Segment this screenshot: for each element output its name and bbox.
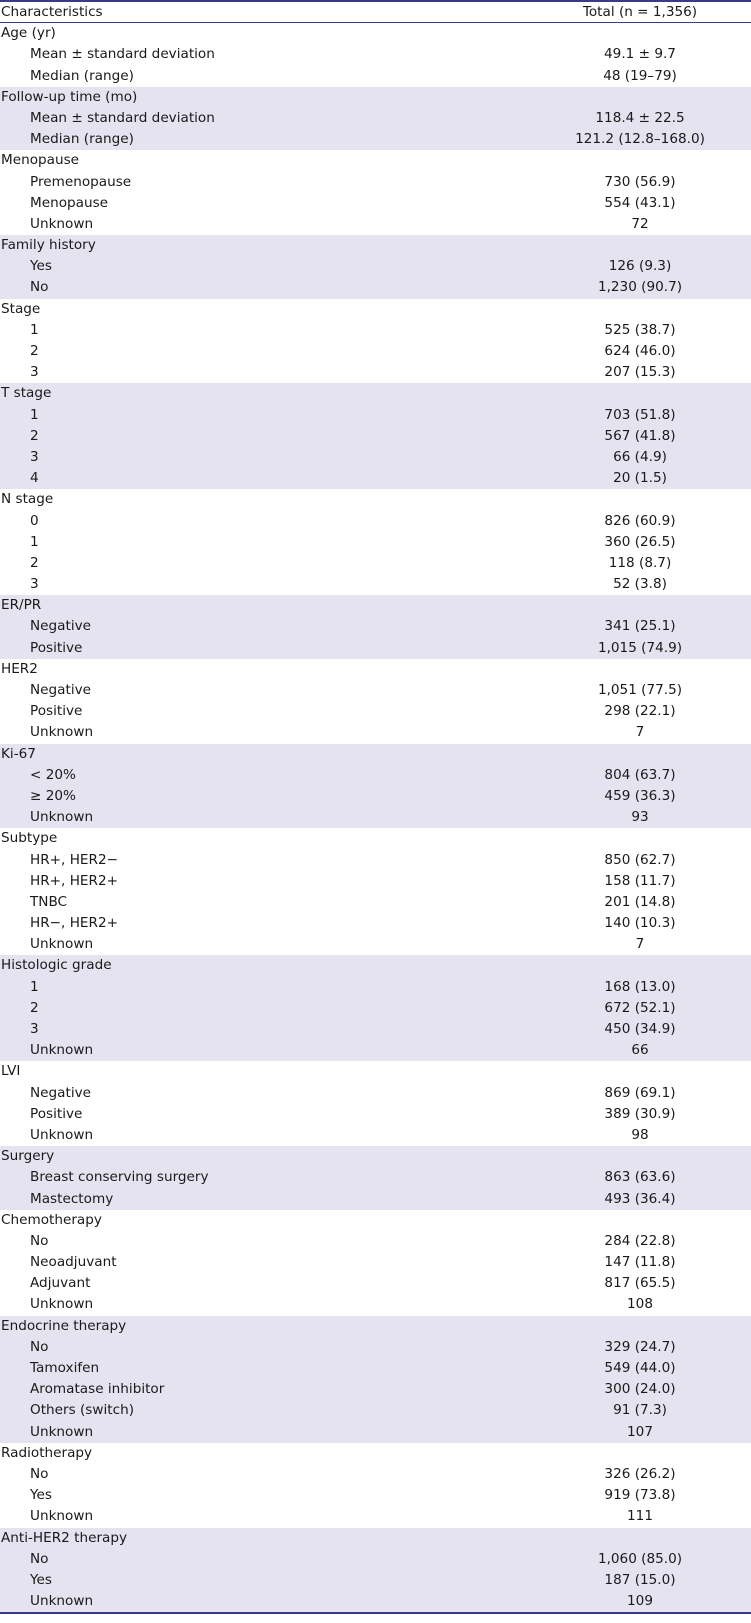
row-label: HR+, HER2−	[30, 851, 118, 868]
row-value: 140 (10.3)	[604, 915, 676, 932]
row-value: 624 (46.0)	[604, 343, 676, 359]
row-label: Aromatase inhibitor	[30, 1381, 165, 1398]
row-value: 49.1 ± 9.7	[604, 46, 676, 63]
group-row	[0, 489, 751, 510]
group-row	[0, 150, 751, 171]
row-value: 52 (3.8)	[613, 576, 667, 593]
row-label: Unknown	[30, 1126, 94, 1143]
row-label: 1	[30, 321, 39, 338]
row-value: 817 (65.5)	[604, 1275, 676, 1292]
row-label: Median (range)	[30, 131, 134, 148]
table-row	[0, 616, 751, 637]
row-label: Yes	[30, 1571, 52, 1588]
table-row	[0, 1337, 751, 1358]
row-value: 20 (1.5)	[613, 470, 667, 487]
table-row	[0, 1485, 751, 1506]
table-row	[0, 807, 751, 828]
row-value: 108	[627, 1296, 653, 1313]
row-label: 3	[30, 448, 39, 465]
table-row	[0, 1549, 751, 1570]
group-row	[0, 87, 751, 108]
row-label: Yes	[30, 1487, 52, 1504]
row-label: No	[30, 1465, 49, 1482]
table-row	[0, 913, 751, 934]
row-label: 1	[30, 978, 39, 995]
group-row	[0, 1316, 751, 1337]
row-value: 826 (60.9)	[604, 512, 676, 529]
table-row	[0, 722, 751, 743]
table-row	[0, 129, 751, 150]
row-value: 118.4 ± 22.5	[595, 109, 685, 126]
row-value: 284 (22.8)	[604, 1232, 676, 1249]
row-value: 121.2 (12.8–168.0)	[575, 131, 705, 148]
row-label: Unknown	[30, 1593, 94, 1610]
table-row	[0, 1019, 751, 1040]
row-value: 672 (52.1)	[604, 999, 676, 1016]
row-label: Tamoxifen	[30, 1360, 100, 1376]
table-row	[0, 977, 751, 998]
group-label: Histologic grade	[1, 957, 112, 974]
row-value: 7	[635, 724, 645, 741]
table-row	[0, 1379, 751, 1400]
row-label: Mean ± standard deviation	[30, 109, 215, 126]
table-row	[0, 341, 751, 362]
group-row	[0, 659, 751, 680]
row-value: 107	[627, 1423, 653, 1440]
group-label: Ki-67	[1, 745, 36, 762]
row-value: 1,060 (85.0)	[597, 1550, 683, 1567]
table-row	[0, 998, 751, 1019]
row-label: No	[30, 1232, 49, 1249]
row-label: Yes	[30, 258, 52, 275]
row-label: No	[30, 279, 49, 296]
row-value: 93	[631, 809, 649, 826]
row-label: 2	[30, 554, 39, 571]
row-value: 1,051 (77.5)	[597, 682, 683, 698]
row-value: 158 (11.7)	[604, 872, 676, 889]
table-row	[0, 1506, 751, 1527]
row-value: 1,230 (90.7)	[597, 279, 683, 296]
row-label: Unknown	[30, 1042, 94, 1059]
group-row	[0, 595, 751, 616]
row-label: No	[30, 1550, 49, 1567]
group-row	[0, 955, 751, 976]
row-value: 730 (56.9)	[604, 173, 676, 190]
group-row	[0, 23, 751, 44]
table-header-row	[0, 2, 751, 23]
row-value: 389 (30.9)	[604, 1105, 676, 1122]
row-label: 3	[30, 576, 39, 593]
table-row	[0, 468, 751, 489]
row-label: Unknown	[30, 936, 94, 953]
table-row	[0, 1189, 751, 1210]
group-label: Anti-HER2 therapy	[1, 1529, 128, 1546]
group-row	[0, 828, 751, 849]
row-label: Positive	[30, 639, 83, 656]
group-row	[0, 1528, 751, 1549]
table-row	[0, 701, 751, 722]
group-label: Radiotherapy	[1, 1444, 93, 1461]
row-label: 1	[30, 406, 39, 423]
table-row	[0, 553, 751, 574]
table-row	[0, 1167, 751, 1188]
group-row	[0, 744, 751, 765]
row-label: Breast conserving surgery	[30, 1169, 209, 1186]
row-label: Positive	[30, 1105, 83, 1122]
table-row	[0, 574, 751, 595]
row-label: Mean ± standard deviation	[30, 46, 215, 63]
row-value: 298 (22.1)	[604, 703, 676, 720]
row-value: 168 (13.0)	[604, 978, 676, 995]
row-value: 341 (25.1)	[604, 618, 676, 635]
group-label: Chemotherapy	[1, 1211, 102, 1228]
row-label: 3	[30, 1021, 39, 1037]
group-label: Menopause	[1, 152, 80, 169]
table-row	[0, 1400, 751, 1421]
row-value: 567 (41.8)	[604, 427, 676, 444]
row-label: Unknown	[30, 809, 94, 826]
table-row	[0, 1231, 751, 1252]
row-label: ≥ 20%	[30, 787, 76, 804]
group-label: Endocrine therapy	[1, 1317, 127, 1334]
table-row	[0, 214, 751, 235]
row-label: Mastectomy	[30, 1190, 114, 1207]
row-label: 0	[30, 512, 39, 529]
group-label: ER/PR	[1, 597, 42, 614]
group-label: Age (yr)	[1, 25, 56, 42]
row-label: Menopause	[30, 194, 109, 211]
row-value: 300 (24.0)	[604, 1381, 676, 1398]
row-label: HR+, HER2+	[30, 872, 118, 889]
table-row	[0, 1125, 751, 1146]
table-body	[0, 23, 751, 1612]
row-label: Unknown	[30, 1296, 94, 1313]
table-row	[0, 892, 751, 913]
row-label: 2	[30, 999, 39, 1016]
row-label: Unknown	[30, 1508, 94, 1525]
row-label: HR−, HER2+	[30, 915, 118, 932]
row-value: 360 (26.5)	[604, 533, 676, 550]
table-row	[0, 405, 751, 426]
header-characteristics: Characteristics	[1, 4, 103, 20]
table-row	[0, 44, 751, 65]
table-row	[0, 1273, 751, 1294]
row-label: 2	[30, 343, 39, 359]
row-label: Unknown	[30, 724, 94, 741]
table-row	[0, 108, 751, 129]
row-label: 3	[30, 364, 39, 381]
table-row	[0, 447, 751, 468]
row-value: 329 (24.7)	[604, 1338, 676, 1355]
group-row	[0, 235, 751, 256]
row-value: 187 (15.0)	[604, 1571, 676, 1588]
row-value: 111	[627, 1508, 653, 1525]
table-row	[0, 532, 751, 553]
row-value: 109	[627, 1593, 653, 1610]
row-value: 850 (62.7)	[604, 851, 676, 868]
row-value: 91 (7.3)	[613, 1402, 667, 1419]
row-label: No	[30, 1338, 49, 1355]
table-row	[0, 786, 751, 807]
row-value: 703 (51.8)	[604, 406, 676, 423]
table-row	[0, 1464, 751, 1485]
row-value: 48 (19–79)	[603, 67, 677, 84]
table-row	[0, 934, 751, 955]
table-row	[0, 765, 751, 786]
row-label: Median (range)	[30, 67, 134, 84]
group-row	[0, 1146, 751, 1167]
row-label: Unknown	[30, 1423, 94, 1440]
group-row	[0, 299, 751, 320]
group-row	[0, 1061, 751, 1082]
table-row	[0, 193, 751, 214]
group-row	[0, 1443, 751, 1464]
row-label: Premenopause	[30, 173, 132, 190]
row-label: Positive	[30, 703, 83, 720]
row-value: 147 (11.8)	[604, 1254, 676, 1271]
table-row	[0, 1358, 751, 1379]
row-label: Negative	[30, 682, 92, 698]
table-row	[0, 680, 751, 701]
group-label: Family history	[1, 237, 96, 254]
row-value: 549 (44.0)	[604, 1360, 676, 1376]
row-value: 863 (63.6)	[604, 1169, 676, 1186]
row-label: Negative	[30, 1084, 92, 1101]
row-value: 98	[631, 1126, 649, 1143]
group-label: Follow-up time (mo)	[1, 88, 138, 105]
table-row	[0, 277, 751, 298]
row-value: 493 (36.4)	[604, 1190, 676, 1207]
row-value: 450 (34.9)	[604, 1021, 676, 1037]
table-row	[0, 172, 751, 193]
table-row	[0, 850, 751, 871]
group-label: T stage	[1, 385, 52, 402]
row-value: 72	[631, 215, 649, 232]
row-value: 804 (63.7)	[604, 766, 676, 783]
row-label: 4	[30, 470, 39, 487]
table-row	[0, 638, 751, 659]
header-total: Total (n = 1,356)	[582, 4, 698, 20]
table-row	[0, 1083, 751, 1104]
row-value: 554 (43.1)	[604, 194, 676, 211]
row-value: 201 (14.8)	[604, 893, 676, 910]
group-row	[0, 383, 751, 404]
table-row	[0, 1570, 751, 1591]
group-label: Stage	[1, 300, 41, 317]
table-row	[0, 511, 751, 532]
table-row	[0, 320, 751, 341]
table-row	[0, 1040, 751, 1061]
table-row	[0, 426, 751, 447]
row-label: Adjuvant	[30, 1275, 91, 1292]
row-value: 207 (15.3)	[604, 364, 676, 381]
table-row	[0, 1294, 751, 1315]
table-row	[0, 362, 751, 383]
row-label: Neoadjuvant	[30, 1254, 117, 1271]
row-label: Negative	[30, 618, 92, 635]
row-value: 869 (69.1)	[604, 1084, 676, 1101]
table-row	[0, 1104, 751, 1125]
row-value: 919 (73.8)	[604, 1487, 676, 1504]
row-value: 7	[635, 936, 645, 953]
row-value: 66 (4.9)	[613, 448, 667, 465]
row-label: Unknown	[30, 215, 94, 232]
row-value: 525 (38.7)	[604, 321, 676, 338]
row-label: TNBC	[30, 893, 68, 910]
table-row	[0, 1422, 751, 1443]
group-label: Surgery	[1, 1148, 55, 1165]
group-label: N stage	[1, 491, 54, 508]
table-row	[0, 256, 751, 277]
table-row	[0, 66, 751, 87]
table-row	[0, 871, 751, 892]
group-row	[0, 1210, 751, 1231]
group-label: HER2	[1, 660, 38, 677]
table-row	[0, 1591, 751, 1612]
row-label: < 20%	[30, 766, 76, 783]
row-value: 126 (9.3)	[608, 258, 672, 275]
row-value: 1,015 (74.9)	[597, 639, 683, 656]
row-value: 459 (36.3)	[604, 787, 676, 804]
table-row	[0, 1252, 751, 1273]
row-label: Others (switch)	[30, 1402, 135, 1419]
row-value: 66	[631, 1042, 649, 1059]
row-label: 2	[30, 427, 39, 444]
group-label: LVI	[1, 1063, 21, 1080]
group-label: Subtype	[1, 830, 58, 847]
row-value: 326 (26.2)	[604, 1465, 676, 1482]
row-value: 118 (8.7)	[608, 554, 672, 571]
row-label: 1	[30, 533, 39, 550]
